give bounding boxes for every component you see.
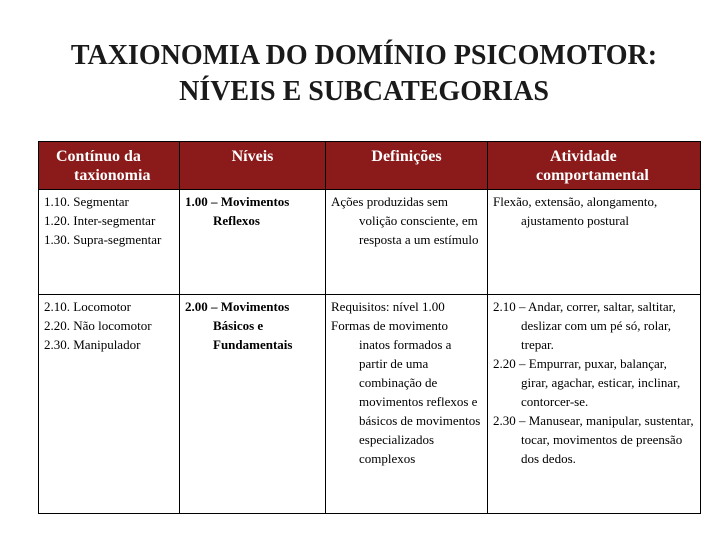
cell-definicoes [326, 190, 488, 295]
cell-definicoes [326, 295, 488, 514]
continuo-item: 1.20. Inter-segmentar [44, 213, 156, 228]
header-definicoes: Definições [326, 142, 488, 190]
table-row [39, 295, 701, 514]
header-continuo-line1: Contínuo da [56, 148, 141, 165]
definicao-item: Requisitos: nível 1.00 [331, 299, 445, 314]
cell-niveis [180, 295, 326, 514]
cell-niveis [180, 190, 326, 295]
nivel-label: 1.00 – Movimentos Reflexos [185, 194, 290, 228]
header-continuo-line2: taxionomia [74, 167, 151, 184]
header-continuo [39, 142, 180, 190]
title-line-2: NÍVEIS E SUBCATEGORIAS [179, 76, 549, 107]
atividade-item: 2.10 – Andar, correr, saltar, saltitar, deslizar com um pé só, rolar, trepar. [493, 299, 676, 352]
table-row [39, 190, 701, 295]
header-atividade [488, 142, 701, 190]
continuo-item: 2.30. Manipulador [44, 337, 141, 352]
continuo-item: 2.20. Não locomotor [44, 318, 152, 333]
title-line-1: TAXIONOMIA DO DOMÍNIO PSICOMOTOR: [70, 40, 658, 71]
cell-continuo [39, 295, 180, 514]
cell-atividade [488, 295, 701, 514]
continuo-item: 1.10. Segmentar [44, 194, 129, 209]
atividade-item: Flexão, extensão, alongamento, ajustamento postural [493, 194, 658, 228]
header-atividade-line1: Atividade [550, 148, 617, 165]
table-header-row [39, 142, 701, 190]
nivel-label: 2.00 – Movimentos Básicos e Fundamentais [185, 299, 293, 352]
definicao-item: Ações produzidas sem volição consciente, em resposta a um estímulo [331, 194, 479, 247]
cell-continuo [39, 190, 180, 295]
header-atividade-line2: comportamental [536, 167, 649, 184]
atividade-item: 2.30 – Manusear, manipular, sustentar, tocar, movimentos de preensão dos dedos. [493, 413, 694, 466]
header-niveis: Níveis [180, 142, 326, 190]
atividade-item: 2.20 – Empurrar, puxar, balançar, girar, agachar, esticar, inclinar, contorcer-se. [493, 356, 681, 409]
continuo-item: 1.30. Supra-segmentar [44, 232, 162, 247]
continuo-item: 2.10. Locomotor [44, 299, 132, 314]
cell-atividade [488, 190, 701, 295]
slide-title [0, 38, 728, 110]
definicao-item: Formas de movimento inatos formados a partir de uma combinação de movimentos reflexos e básicos de movimentos especializados complexos [331, 318, 481, 466]
taxonomy-table [38, 141, 701, 514]
